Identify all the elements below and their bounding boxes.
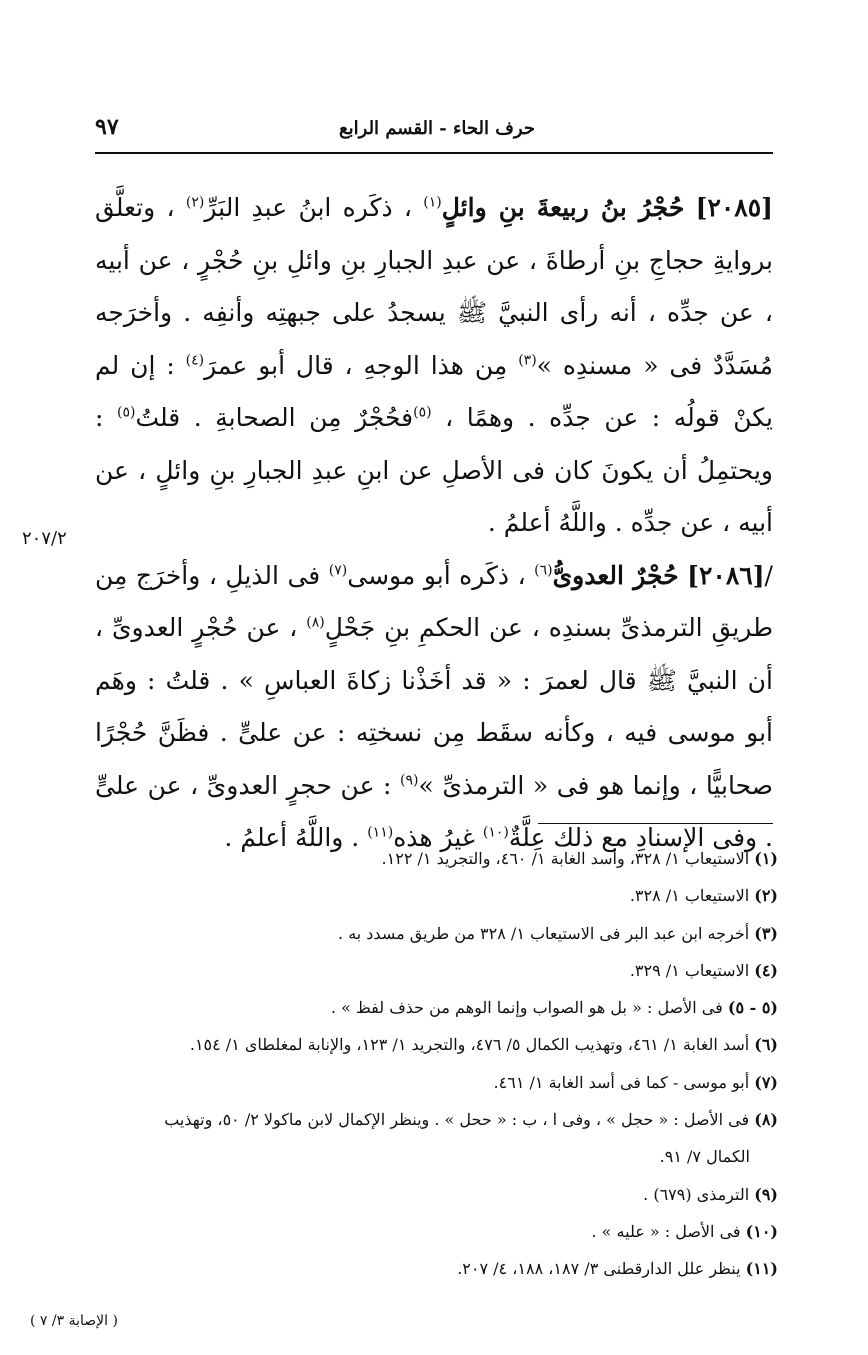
entry-2086 — [95, 550, 773, 865]
footnote-ref: (٧) — [328, 562, 348, 579]
footnote-label: (١) — [754, 849, 778, 868]
footnote-text: فى الأصل : « بل هو الصواب وإنما الوهم من حذف لفظ » . — [330, 998, 728, 1018]
page-number: ٩٧ — [95, 114, 119, 140]
footnote-label: (٩) — [754, 1184, 778, 1204]
body-text — [95, 182, 773, 865]
entry-number: [٢٠٨٦] — [687, 560, 765, 590]
footnote-text: ينظر علل الدارقطنى ٣/ ١٨٧، ١٨٨، ٤/ ٢٠٧. — [457, 1259, 746, 1279]
entry-text: : ويحتمِلُ أن يكونَ كان فى الأصلِ عن ابنِ عبدِ الجبارِ بنِ وائلٍ ، عن أبيه ، عن جدِّه . واللَّهُ أعلمُ . — [95, 403, 773, 537]
footnote-ref: (٥) — [116, 404, 136, 421]
footnote-ref: (١١) — [367, 824, 394, 841]
footnote-item — [95, 989, 778, 1026]
footnote-text: أسد الغابة ١/ ٤٦١، وتهذيب الكمال ٥/ ٤٧٦، والتجريد ١/ ١٢٣، والإنابة لمغلطاى ١/ ١٥٤. — [189, 1035, 755, 1055]
page-break-marker: / — [764, 560, 773, 590]
running-title: حرف الحاء - القسم الرابع — [339, 118, 535, 139]
entry-text: غيرُ هذه — [393, 823, 483, 852]
entry-text: ، ذكَره أبو موسى — [347, 560, 535, 590]
footnote-item — [95, 1213, 778, 1250]
footnote-item — [95, 1250, 778, 1287]
footnote-ref: (٦) — [534, 562, 553, 579]
footnote-text: فى الأصل : « عليه » . — [591, 1221, 746, 1241]
footnote-ref: (٢) — [185, 194, 205, 211]
footnote-text: الاستيعاب ١/ ٣٢٨، وأسد الغابة ١/ ٤٦٠، والتجريد ١/ ١٢٢. — [381, 849, 755, 868]
entry-text: فى الذيلِ ، وأخرَج مِن طريقِ الترمذىِّ بسندِه ، عن الحكمِ بنِ جَحْلٍ — [95, 560, 774, 642]
entry-name: حُجْرُ بنُ ربيعةَ بنِ وائلٍ — [441, 193, 685, 222]
footnote-rule — [538, 823, 773, 824]
footnote-label: (٢) — [754, 886, 778, 906]
footnote-ref: (٩) — [400, 772, 419, 789]
footnote-label: (٧) — [754, 1072, 778, 1092]
footnote-ref: (٤) — [185, 352, 205, 369]
footnote-item — [95, 915, 778, 952]
footnote-text: الاستيعاب ١/ ٣٢٨. — [629, 886, 755, 906]
footnote-label: (٦) — [754, 1035, 778, 1055]
entry-number: [٢٠٨٥] — [695, 193, 773, 222]
footnote-ref: (٨) — [306, 614, 325, 631]
entry-text: : عن حجرٍ العدوىِّ ، عن علىٍّ . وفى الإسنادِ مع ذلك عِلَّةٌ — [95, 770, 773, 852]
footnote-label: (٤) — [754, 960, 778, 980]
footnote-ref: (١٠) — [482, 824, 509, 841]
footnote-item — [95, 877, 778, 914]
entry-text: ، وتعلَّق بروايةِ حجاجِ بنِ أرطاةَ ، عن عبدِ الجبارِ بنِ وائلِ بنِ حُجْرٍ ، عن أبيه ، عن جدِّه ، أنه رأى النبيَّ ﷺ يسجدُ على جبهتِه وأنفِه . وأخرَجه مُسَدَّدٌ فى « مسندِه » — [95, 193, 774, 380]
footnote-text: الاستيعاب ١/ ٣٢٩. — [629, 960, 755, 980]
footnote-label: (١٠) — [745, 1221, 778, 1241]
footnote-ref: (٣) — [518, 352, 537, 369]
entry-2085 — [95, 182, 773, 550]
footnote-item — [95, 952, 778, 989]
footnote-item — [95, 1064, 778, 1101]
entry-text: فحُجْرٌ مِن الصحابةِ . قلتُ — [135, 403, 414, 432]
footnote-label: (١١) — [745, 1259, 778, 1279]
footnote-label: (٣) — [754, 923, 778, 943]
entry-name: حُجْرٌ العدوىُّ — [552, 560, 679, 590]
footnote-item — [95, 1176, 778, 1213]
entry-text: ، ذكَره ابنُ عبدِ البَرِّ — [204, 193, 424, 222]
footnote-text: أبو موسى - كما فى أسد الغابة ١/ ٤٦١. — [493, 1072, 755, 1092]
footnote-text: الترمذى (٦٧٩) . — [643, 1184, 755, 1204]
header-rule — [95, 152, 773, 154]
footnote-text: أخرجه ابن عبد البر فى الاستيعاب ١/ ٣٢٨ من طريق مسدد به . — [338, 923, 755, 943]
footnote-label: (٨) — [754, 1110, 778, 1130]
signature-mark: ( الإصابة ٣/ ٧ ) — [30, 1313, 118, 1329]
entry-text: : إن لم يكنْ قولُه : عن جدِّه . وهمًا ، — [95, 350, 773, 432]
footnote-item — [95, 840, 778, 877]
footnote-ref: (١) — [423, 194, 442, 211]
entry-text: . واللَّهُ أعلمُ . — [224, 823, 368, 852]
page-header — [95, 110, 773, 150]
footnote-item — [95, 1026, 778, 1063]
footnote-text: فى الأصل : « حجل » ، وفى ا ، ب : « ححل » . وينظر الإكمال لابن ماكولا ٢/ ٥٠، وتهذيب — [164, 1110, 755, 1130]
footnote-item — [95, 1101, 778, 1138]
margin-note: ٢٠٧/٢ — [22, 528, 67, 549]
footnote-label: (٥ - ٥) — [727, 998, 778, 1018]
entry-text: مِن هذا الوجهِ ، قال أبو عمرَ — [204, 350, 519, 380]
footnote-ref: (٥) — [413, 404, 432, 421]
footnote-continuation: الكمال ٧/ ٩١. — [659, 1147, 750, 1167]
footnotes — [95, 840, 778, 1288]
entry-text: ، عن حُجْرٍ العدوىِّ ، أن النبيَّ ﷺ قال لعمرَ : « قد أخَذْنا زكاةَ العباسِ » . قلتُ : وهَم أبو موسى فيه ، وكأنه سقَط مِن نسختِه : عن علىٍّ . فظَنَّ حُجْرًا صحابيًّا ، وإنما هو فى « الترمذىِّ » — [95, 613, 773, 800]
